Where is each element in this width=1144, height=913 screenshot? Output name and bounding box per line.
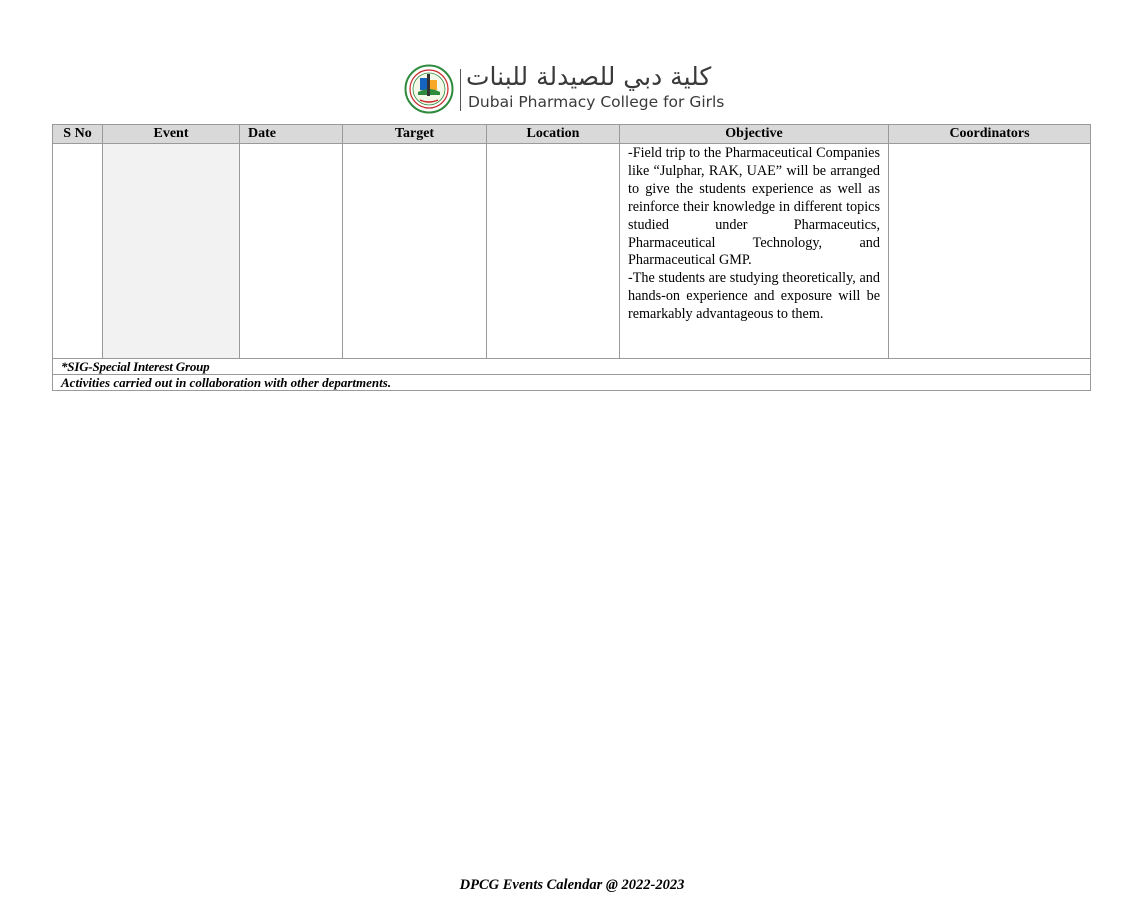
table-note-row (53, 359, 1091, 375)
column-header-target: Target (343, 125, 487, 144)
cell-date (240, 144, 343, 359)
note-sig-definition: *SIG-Special Interest Group (53, 359, 1091, 375)
cell-location (487, 144, 620, 359)
cell-objective (620, 144, 889, 359)
column-header-event: Event (103, 125, 240, 144)
objective-paragraph-2: -The students are studying theoretically, and hands-on experience and exposure will be remarkably advantageous to them. (628, 270, 880, 323)
table-note-row (53, 375, 1091, 391)
logo-arabic-name: كلية دبي للصيدلة للبنات (466, 62, 712, 91)
college-seal-icon (404, 64, 454, 114)
logo-divider (460, 69, 461, 111)
table-row (53, 144, 1091, 359)
column-header-date: Date (240, 125, 343, 144)
column-header-location: Location (487, 125, 620, 144)
objective-paragraph-1: -Field trip to the Pharmaceutical Companies like “Julphar, RAK, UAE” will be arranged to give the students experience as well as reinforce their knowledge in different topics studied under Pharmaceutics, Pharmaceutical Technology, and Pharmaceutical GMP. (628, 145, 880, 269)
column-header-objective: Objective (620, 125, 889, 144)
events-table (52, 124, 1091, 391)
logo-english-name: Dubai Pharmacy College for Girls (468, 93, 725, 111)
cell-target (343, 144, 487, 359)
cell-event (103, 144, 240, 359)
column-header-s-no: S No (53, 125, 103, 144)
note-collaboration: Activities carried out in collaboration with other departments. (53, 375, 1091, 391)
page-footer: DPCG Events Calendar @ 2022-2023 (459, 877, 685, 893)
college-logo (404, 64, 734, 116)
cell-coordinators (889, 144, 1091, 359)
column-header-coordinators: Coordinators (889, 125, 1091, 144)
table-header-row (53, 125, 1091, 144)
cell-s-no (53, 144, 103, 359)
